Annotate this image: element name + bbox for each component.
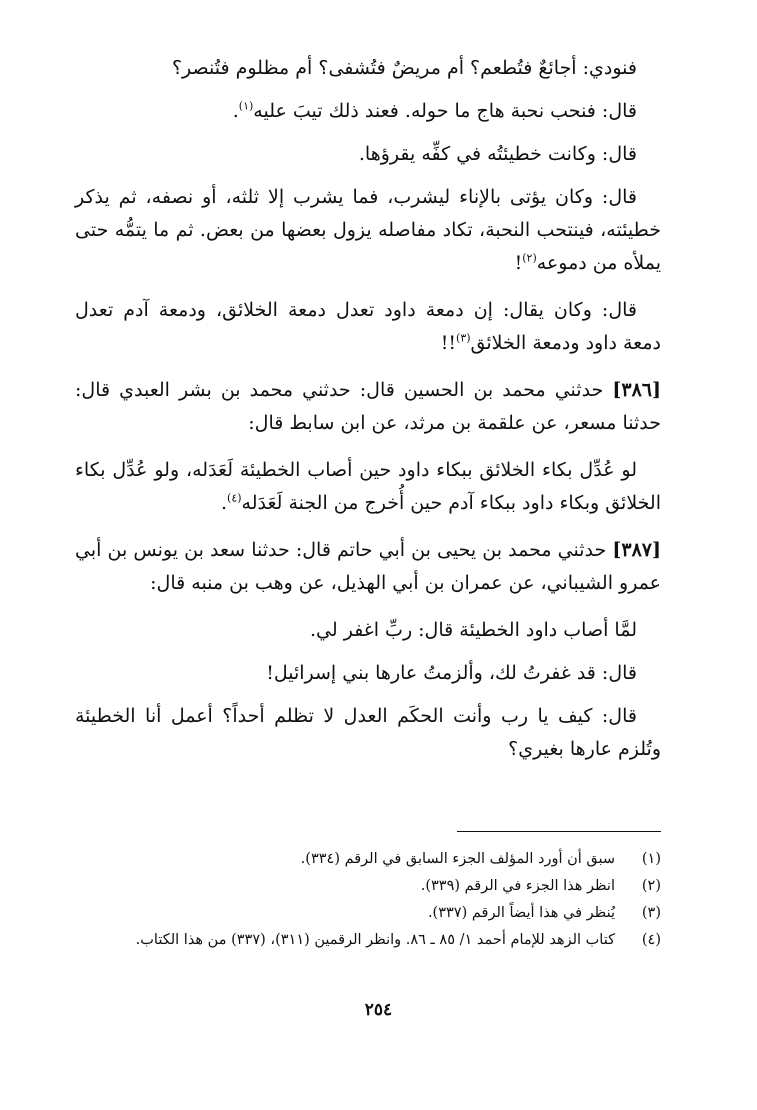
footnote-text: كتاب الزهد للإمام أحمد ١/ ٨٥ ـ ٨٦. وانظر الرقمين (٣١١)، (٣٣٧) من هذا الكتاب. xyxy=(135,932,615,948)
main-text xyxy=(75,52,661,780)
narration-number-386: [٣٨٦] xyxy=(612,379,661,401)
footnote-ref-3[interactable]: (٣) xyxy=(456,331,471,345)
footnote-ref-4[interactable]: (٤) xyxy=(227,491,242,505)
paragraph-2: قال: فنحب نحبة هاج ما حوله. فعند ذلك تيبَ عليه$^{(١)}$. xyxy=(232,99,637,122)
footnote-text: انظر هذا الجزء في الرقم (٣٣٩). xyxy=(420,878,615,894)
footnote-item xyxy=(75,846,661,873)
paragraph-7: لو عُدِّل بكاء الخلائق ببكاء داود حين أصاب الخطيئة لَعَدَله، ولو عُدِّل بكاء الخلائق وبكاء داود ببكاء آدم حين أُخرج من الجنة لَعَدَله$^{(٤)}$. xyxy=(75,459,661,514)
footnote-mark: (٤) xyxy=(641,932,661,948)
paragraph-9: لمَّا أصاب داود الخطيئة قال: ربِّ اغفر لي. xyxy=(310,619,637,641)
footnote-ref-1[interactable]: (١) xyxy=(238,99,254,113)
paragraph-4: قال: وكان يؤتى بالإناء ليشرب، فما يشرب إلا ثلثه، أو نصفه، ثم يذكر خطيئته، فينتحب النحبة، تكاد مفاصله يزول بعضها من بعض. ثم ما يتمُّه حتى يملأه من دموعه$^{(٢)}$! xyxy=(75,186,661,274)
footnotes xyxy=(75,846,661,954)
narration-number-387: [٣٨٧] xyxy=(612,539,661,561)
paragraph-5: قال: وكان يقال: إن دمعة داود تعدل دمعة الخلائق، ودمعة آدم تعدل دمعة داود ودمعة الخلائق$^{(٣)}$!! xyxy=(75,299,661,354)
paragraph-10: قال: قد غفرتُ لك، وألزمتُ عارها بني إسرائيل! xyxy=(266,662,637,684)
paragraph-6: [٣٨٦] حدثني محمد بن الحسين قال: حدثني محمد بن بشر العبدي قال: حدثنا مسعر، عن علقمة بن مرثد، عن ابن سابط قال: xyxy=(75,379,661,434)
paragraph-8: [٣٨٧] حدثني محمد بن يحيى بن أبي حاتم قال: حدثنا سعد بن يونس بن أبي عمرو الشيباني، عن عمران بن أبي الهذيل، عن وهب بن منبه قال: xyxy=(75,539,661,594)
footnote-ref-2[interactable]: (٢) xyxy=(522,251,537,265)
paragraph-11: قال: كيف يا رب وأنت الحكَم العدل لا تظلم أحداً؟ أعمل أنا الخطيئة وتُلزم عارها بغيري؟ xyxy=(75,705,661,760)
page-number: ٢٥٤ xyxy=(364,1000,393,1020)
footnote-text: يُنظر في هذا أيضاً الرقم (٣٣٧). xyxy=(427,905,615,921)
footnote-mark: (٢) xyxy=(641,878,661,894)
footnote-item xyxy=(75,900,661,927)
footnote-divider xyxy=(457,831,661,832)
paragraph-1: فنودي: أجائعٌ فتُطعم؟ أم مريضٌ فتُشفى؟ أم مظلوم فتُنصر؟ xyxy=(171,57,637,79)
paragraph-3: قال: وكانت خطيئتُه في كفِّه يقرؤها. xyxy=(358,143,637,165)
footnote-mark: (٣) xyxy=(641,905,661,921)
footnote-text: سبق أن أورد المؤلف الجزء السابق في الرقم (٣٣٤). xyxy=(300,851,615,867)
footnote-item xyxy=(75,927,661,954)
footnote-mark: (١) xyxy=(641,851,661,867)
footnote-item xyxy=(75,873,661,900)
